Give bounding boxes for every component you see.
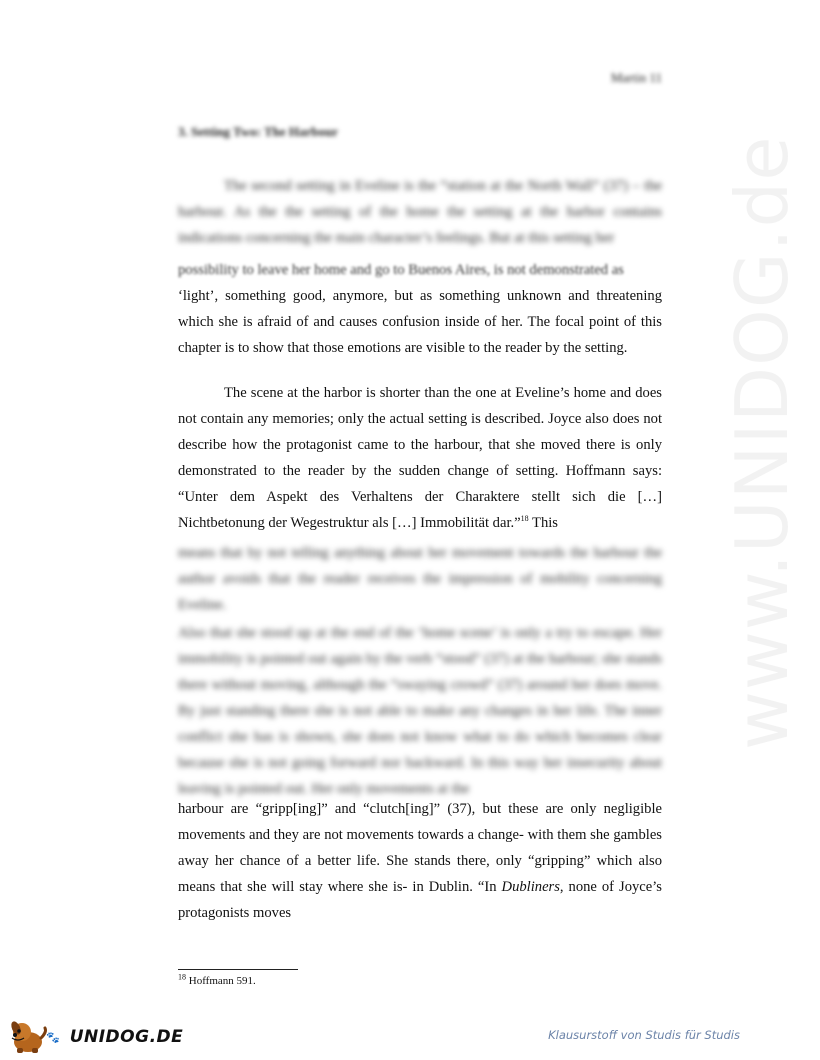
footnote	[178, 972, 256, 987]
partially-blurred-line: possibility to leave her home and go to Buenos Aires, is not demonstrated as	[178, 262, 624, 278]
watermark-text: www.UNIDOG.de	[720, 135, 804, 750]
paragraph-1-blurred	[178, 173, 662, 251]
footnote-text: Hoffmann 591.	[186, 975, 256, 987]
logo-text: UNIDOG.DE	[69, 1027, 184, 1047]
paragraph-3-visible	[178, 796, 662, 926]
paragraph-2-blurred	[178, 540, 662, 618]
page-header: Martin 11	[610, 70, 662, 85]
footnote-divider	[178, 969, 298, 970]
section-heading: 3. Setting Two: The Harbour	[178, 124, 338, 139]
unidog-logo[interactable]	[8, 1020, 184, 1054]
paragraph-text-part: , none of Joyce’s protagonists moves	[178, 879, 662, 921]
dog-mascot-icon	[8, 1020, 48, 1054]
blurred-text: Also that she stood up at the end of the ‘home scene’ is only a try to escape. Her immobility is pointed out again by the verb “stood” (37) at the harbour; she stands there without moving, although the “swaying crowd” (37) around her does move. By just standing there she is not able to make any changes in her life. The inner conflict she has is shown, she does not know what to do which becomes clear because she is not going forward nor backward. In this way her insecurity about leaving is pointed out. Her only movements at the	[178, 625, 662, 797]
paragraph-2	[178, 380, 662, 536]
footnote-number: 18	[178, 972, 186, 982]
paragraph-text-part: The scene at the harbor is shorter than the one at Eveline’s home and does not contain any memories; only the actual setting is described. Joyce also does not describe how the protagonist came to the harbour, that she moved there is only demonstrated to the reader by the sudden change of setting. Hoffmann says: “Unter dem Aspekt des Verhaltens der Charaktere stellt sich die […] Nichtbetonung der Wegestruktur als […] Immobilität dar.”	[178, 385, 662, 531]
paragraph-1-visible	[178, 258, 662, 361]
italic-title: Dubliners	[501, 879, 560, 895]
paragraph-text	[178, 380, 662, 536]
paragraph-3-blurred	[178, 620, 662, 802]
paragraph-text: ‘light’, something good, anymore, but as something unknown and threatening which she is afraid of and causes confusion inside of her. The focal point of this chapter is to show that those emotions are visible to the reader by the setting.	[178, 288, 662, 356]
tagline: Klausurstoff von Studis für Studis	[548, 1028, 740, 1042]
paw-icon: 🐾	[46, 1031, 60, 1044]
paragraph-text	[178, 796, 662, 926]
paragraph-text-part: harbour are “gripp[ing]” and “clutch[ing]” (37), but these are only negligible movements and they are not movements towards a change- with them she gambles away her chance of a better life. She stands there, only “gripping” which also means that she will stay where she is- in Dublin. “In	[178, 801, 662, 895]
paragraph-text-part: This	[528, 515, 558, 531]
blurred-text: means that by not telling anything about her movement towards the harbour the author avoids that the reader receives the impression of mobility concerning Eveline.	[178, 545, 662, 613]
blurred-text: The second setting in Eveline is the “station at the North Wall” (37) – the harbour. As the the setting of the home the setting at the harbor contains indications concerning the main character’s feelings. But at this setting her	[178, 178, 662, 246]
footnote-reference: 18	[520, 514, 529, 524]
